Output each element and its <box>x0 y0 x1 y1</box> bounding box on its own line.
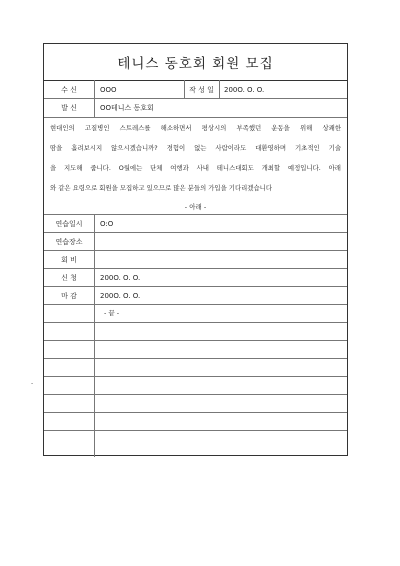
body-line-4: 와 같은 요령으로 회원을 모집하고 있으므로 많은 분들의 가입을 기다리겠습니다 <box>50 184 273 192</box>
date-value: 200O. O. O. <box>224 86 265 94</box>
row-divider <box>44 117 347 118</box>
document-title: 테니스 동호회 회원 모집 <box>117 56 274 72</box>
sender-value: OO테니스 동호회 <box>100 104 154 112</box>
deadline-value: 200O. O. O. <box>100 292 141 300</box>
row-divider <box>44 340 347 341</box>
body-line-2: 땀을 흘려보시지 않으시겠습니까? 경험이 없는 사람이라도 대환영하며 기초적인 기술 <box>50 144 341 152</box>
deadline-label: 마 감 <box>61 292 77 300</box>
row-divider <box>44 412 347 413</box>
row-divider <box>44 286 347 287</box>
below-heading: - 아래 - <box>184 203 207 211</box>
row-divider <box>44 358 347 359</box>
practice-time-label: 연습일시 <box>55 220 83 228</box>
end-mark: - 끝 - <box>104 309 120 317</box>
recipient-value: OOO <box>100 86 117 94</box>
row-divider <box>44 232 347 233</box>
row-divider <box>44 304 347 305</box>
date-col-divider-right <box>219 80 220 98</box>
document-frame <box>43 43 348 456</box>
title-divider <box>44 80 347 81</box>
apply-value: 200O. O. O. <box>100 274 141 282</box>
row-divider <box>44 394 347 395</box>
row-divider <box>44 322 347 323</box>
row-divider <box>44 376 347 377</box>
date-label: 작 성 일 <box>189 86 214 94</box>
row-divider <box>44 430 347 431</box>
row-divider <box>44 98 347 99</box>
sender-label: 발 신 <box>61 104 77 112</box>
body-line-3: 을 지도해 줍니다. O월에는 단체 여행과 사내 테니스대회도 개최할 예정입니다. 아래 <box>50 164 341 172</box>
margin-tick: - <box>31 380 34 387</box>
practice-place-label: 연습장소 <box>55 238 83 246</box>
recipient-label: 수 신 <box>61 86 77 94</box>
row-divider <box>44 250 347 251</box>
practice-time-value: O:O <box>100 220 114 228</box>
row-divider <box>44 214 347 215</box>
fee-label: 회 비 <box>61 256 77 264</box>
body-line-1: 현대인의 고질병인 스트레스를 해소하면서 평상시의 부족했던 운동을 위해 상쾌한 <box>50 124 341 132</box>
row-divider <box>44 268 347 269</box>
apply-label: 신 청 <box>61 274 77 282</box>
